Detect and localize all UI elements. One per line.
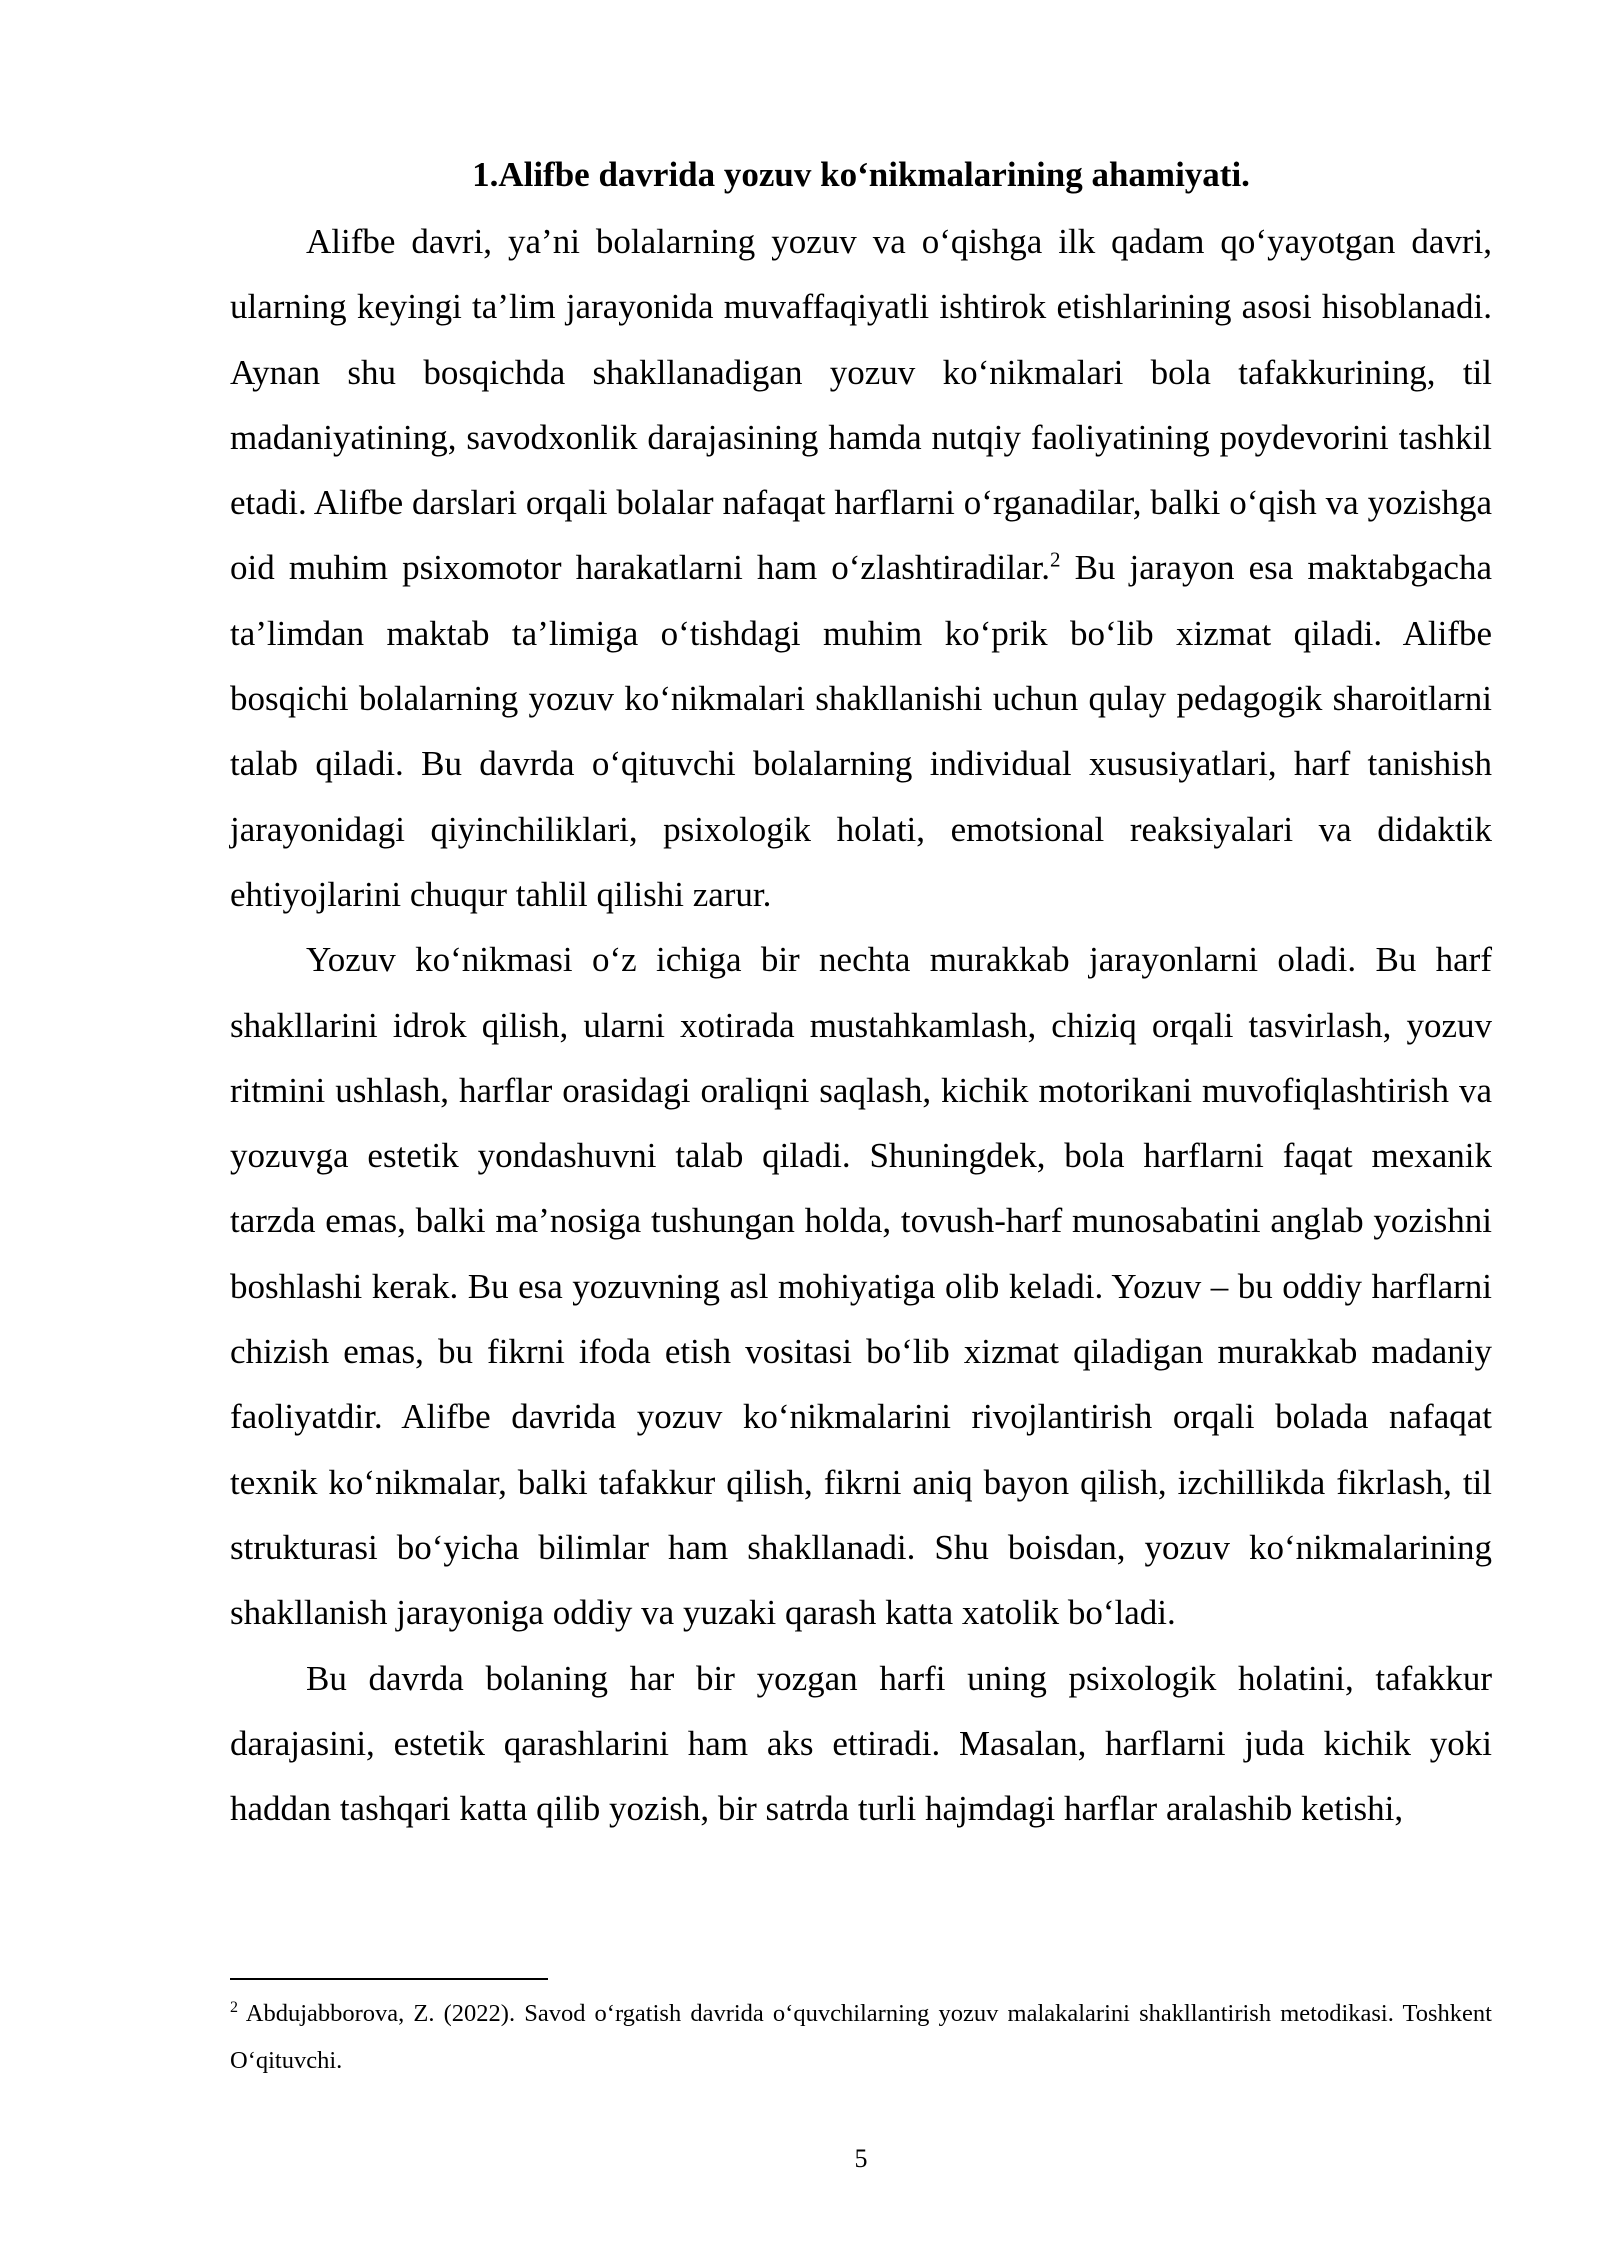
- footnote-separator: [230, 1978, 548, 1980]
- paragraph-1-text-before-note: Alifbe davri, ya’ni bolalarning yozuv va oʻqishga ilk qadam qoʻyayotgan davri, ularning keyingi ta’lim jarayonida muvaffaqiyatli ishtirok etishlarining asosi hisoblanadi. Aynan shu bosqichda shakllanadigan yozuv koʻnikmalari bola tafakkurining, til madaniyatining, savodxonlik darajasining hamda nutqiy faoliyatining poydevorini tashkil etadi. Alifbe darslari orqali bolalar nafaqat harflarni oʻrganadilar, balki oʻqish va yozishga oid muhim psixomotor harakatlarni ham oʻzlashtiradilar.: [230, 222, 1492, 588]
- section-title: 1.Alifbe davrida yozuv koʻnikmalarining ahamiyati.: [472, 155, 1250, 194]
- main-content: [230, 150, 1492, 1841]
- footnote-text: Abdujabborova, Z. (2022). Savod oʻrgatish davrida oʻquvchilarning yozuv malakalarini shakllantirish metodikasi. Toshkent Oʻqituvchi.: [230, 2000, 1492, 2074]
- paragraph-1-text-after-note: Bu jarayon esa maktabgacha ta’limdan maktab ta’limiga oʻtishdagi muhim koʻprik boʻlib xizmat qiladi. Alifbe bosqichi bolalarning yozuv koʻnikmalari shakllanishi uchun qulay pedagogik sharoitlarni talab qiladi. Bu davrda oʻqituvchi bolalarning individual xususiyatlari, harf tanishish jarayonidagi qiyinchiliklari, psixologik holati, emotsional reaksiyalari va didaktik ehtiyojlarini chuqur tahlil qilishi zarur.: [230, 548, 1493, 914]
- footnote-marker: 2: [230, 1998, 238, 2016]
- paragraph-3: Bu davrda bolaning har bir yozgan harfi uning psixologik holatini, tafakkur darajasini, estetik qarashlarini ham aks ettiradi. Masalan, harflarni juda kichik yoki haddan tashqari katta qilib yozish, bir satrda turli hajmdagi harflar aralashib ketishi,: [230, 1658, 1492, 1829]
- footnote-reference[interactable]: 2: [1049, 547, 1061, 572]
- page-number: 5: [854, 2144, 868, 2173]
- footnote: [230, 1990, 1492, 2084]
- paragraph-1: [230, 209, 1492, 927]
- paragraph-2: Yozuv koʻnikmasi oʻz ichiga bir nechta murakkab jarayonlarni oladi. Bu harf shakllarini idrok qilish, ularni xotirada mustahkamlash, chiziq orqali tasvirlash, yozuv ritmini ushlash, harflar orasidagi oraliqni saqlash, kichik motorikani muvofiqlashtirish va yozuvga estetik yondashuvni talab qiladi. Shuningdek, bola harflarni faqat mexanik tarzda emas, balki ma’nosiga tushungan holda, tovush-harf munosabatini anglab yozishni boshlashi kerak. Bu esa yozuvning asl mohiyatiga olib keladi. Yozuv – bu oddiy harflarni chizish emas, bu fikrni ifoda etish vositasi boʻlib xizmat qiladigan murakkab madaniy faoliyatdir. Alifbe davrida yozuv koʻnikmalarini rivojlantirish orqali bolada nafaqat texnik koʻnikmalar, balki tafakkur qilish, fikrni aniq bayon qilish, izchillikda fikrlash, til strukturasi boʻyicha bilimlar ham shakllanadi. Shu boisdan, yozuv koʻnikmalarining shakllanish jarayoniga oddiy va yuzaki qarash katta xatolik boʻladi.: [230, 940, 1492, 1633]
